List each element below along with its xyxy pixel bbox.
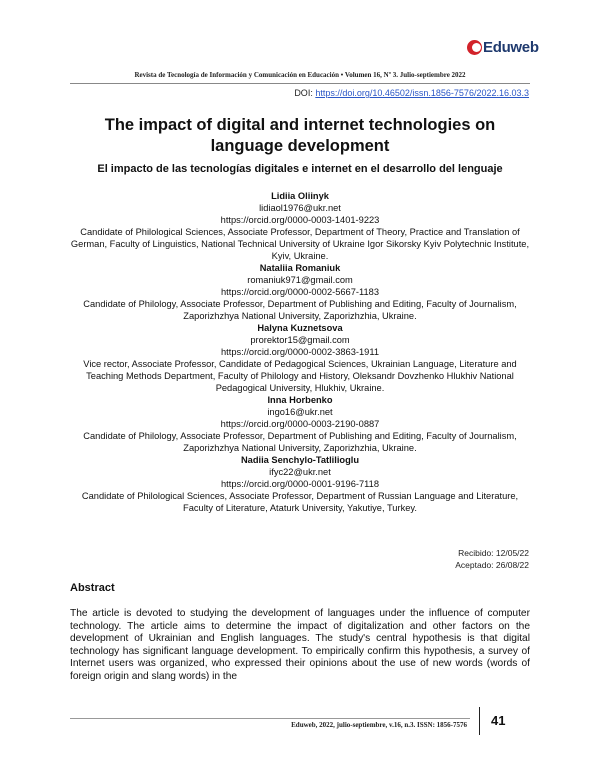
author-email: lidiaol1976@ukr.net <box>259 203 341 213</box>
article-subtitle: El impacto de las tecnologías digitales e internet en el desarrollo del lenguaje <box>97 163 503 175</box>
footer-citation: Eduweb, 2022, julio-septiembre, v.16, n.3. ISSN: 1856-7576 <box>291 721 467 729</box>
author-email: romaniuk971@gmail.com <box>247 275 353 285</box>
author-orcid: https://orcid.org/0000-0001-9196-7118 <box>221 479 379 489</box>
author-list <box>70 190 530 514</box>
author-affiliation: Candidate of Philology, Associate Professor, Department of Publishing and Editing, Faculty of Journalism, Zaporizhzhya National University, Zaporizhzhia, Ukraine. <box>83 299 517 321</box>
author-affiliation: Candidate of Philological Sciences, Associate Professor, Department of Russian Language and Literature, Faculty of Literature, Ataturk University, Yakutiye, Turkey. <box>81 491 519 513</box>
author-email: prorektor15@gmail.com <box>250 335 350 345</box>
doi-label: DOI: <box>294 88 316 98</box>
article-title: The impact of digital and internet technologies on language development <box>104 116 496 155</box>
author-block <box>70 262 530 322</box>
author-name: Halyna Kuznetsova <box>257 323 343 333</box>
doi-link[interactable]: https://doi.org/10.46502/issn.1856-7576/2022.16.03.3 <box>315 88 529 98</box>
author-affiliation: Candidate of Philology, Associate Professor, Department of Publishing and Editing, Faculty of Journalism, Zaporizhzhya National University, Zaporizhzhia, Ukraine. <box>83 431 517 453</box>
author-affiliation: Candidate of Philological Sciences, Associate Professor, Department of Theory, Practice and Translation of German, Faculty of Linguistics, National Technical University of Ukraine Igor Sikorsky Kyiv Polytechnic Institute, Kyiv, Ukraine. <box>70 227 530 261</box>
author-affiliation: Vice rector, Associate Professor, Candidate of Pedagogical Sciences, Ukrainian Language, Literature and Teaching Methods Department, Faculty of Philology and History, Oleksandr Dovzhenko Hlukhiv National Pedagogical University, Hlukhiv, Ukraine. <box>83 359 517 393</box>
author-name: Inna Horbenko <box>267 395 333 405</box>
abstract-heading: Abstract <box>70 582 115 594</box>
author-name: Nataliia Romaniuk <box>259 263 341 273</box>
abstract-text: The article is devoted to studying the development of languages under the influence of computer technology. The article aims to determine the impact of digitalization and other factors on the development of Ukrainian and English languages. The study's central hypothesis is that digital technology has significant language development. To empirically confirm this hypothesis, a survey of Internet users was organized, who expressed their opinions about the use of new words (words of foreign origin and slang words) in the <box>70 608 530 682</box>
received-date: Recibido: 12/05/22 <box>458 548 529 558</box>
journal-header-line: Revista de Tecnología de Información y Comunicación en Educación • Volumen 16, Nº 3. Julio-septiembre 2022 <box>134 71 466 79</box>
page-number: 41 <box>491 713 506 728</box>
footer-divider <box>70 718 470 719</box>
footer-page-separator <box>479 707 480 735</box>
accepted-date: Aceptado: 26/08/22 <box>455 560 529 570</box>
submission-dates <box>455 547 529 571</box>
author-orcid: https://orcid.org/0000-0003-1401-9223 <box>220 215 380 225</box>
header-divider <box>70 83 530 84</box>
doi-line <box>294 88 529 98</box>
author-block <box>70 190 530 262</box>
author-block <box>70 454 530 514</box>
author-email: ifyc22@ukr.net <box>269 467 331 477</box>
author-name: Lidiia Oliinyk <box>271 191 329 201</box>
author-block <box>70 322 530 394</box>
author-orcid: https://orcid.org/0000-0003-2190-0887 <box>220 419 380 429</box>
author-orcid: https://orcid.org/0000-0002-3863-1911 <box>221 347 379 357</box>
author-name: Nadiia Senchylo-Tatlilioglu <box>240 455 360 465</box>
author-email: ingo16@ukr.net <box>267 407 333 417</box>
logo-text: Eduweb <box>483 38 539 56</box>
author-block <box>70 394 530 454</box>
journal-logo <box>467 37 539 57</box>
eduweb-logo-icon <box>467 40 482 55</box>
author-orcid: https://orcid.org/0000-0002-5667-1183 <box>221 287 379 297</box>
